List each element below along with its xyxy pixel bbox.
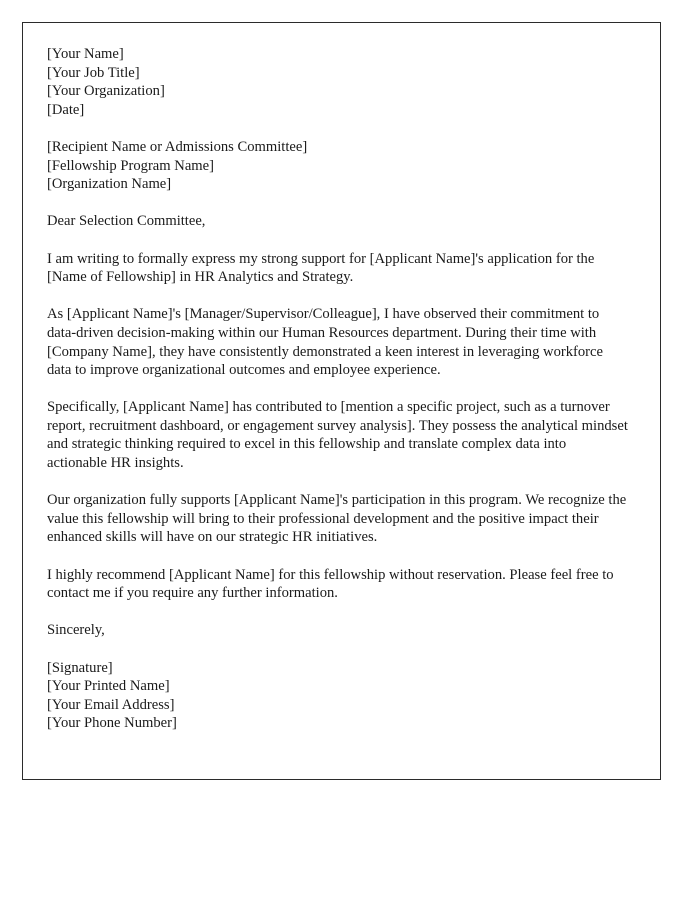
printed-name: [Your Printed Name] [47,678,170,695]
body-paragraph-4: Our organization fully supports [Applicant Name]'s participation in this program. We recognize the value this fellowship will bring to their professional development and the positive impact their enhanced skills will have on our strategic HR initiatives. [47,492,627,546]
recipient-organization: [Organization Name] [47,176,172,193]
phone-number: [Your Phone Number] [47,715,177,732]
closing-salutation: Sincerely, [47,622,105,639]
email-address: [Your Email Address] [47,696,175,713]
recipient-program-name: [Fellowship Program Name] [47,157,214,174]
signature-placeholder: [Signature] [47,659,113,676]
sender-job-title: [Your Job Title] [47,64,140,81]
body-paragraph-2: As [Applicant Name]'s [Manager/Supervisor/Colleague], I have observed their commitment to data-driven decision-making within our Human Resources department. During their time with [Company Name], they have consistently demonstrated a keen interest in leveraging workforce data to improve organizational outcomes and employee experience. [47,306,603,379]
signature-block [47,659,628,733]
recipient-name: [Recipient Name or Admissions Committee] [47,138,308,155]
salutation: Dear Selection Committee, [47,213,206,230]
letter-content [47,45,628,733]
recipient-address-block [47,138,628,194]
sender-name: [Your Name] [47,46,124,62]
letter-page-border [22,22,661,780]
body-paragraph-3: Specifically, [Applicant Name] has contributed to [mention a specific project, such as a turnover report, recruitment dashboard, or engagement survey analysis]. They possess the analytical mindset and strategic thinking required to excel in this fellowship and translate complex data into actionable HR insights. [47,399,628,472]
sender-organization: [Your Organization] [47,83,165,100]
body-paragraph-5: I highly recommend [Applicant Name] for this fellowship without reservation. Please feel free to contact me if you require any further information. [47,566,614,602]
letter-date: [Date] [47,101,85,118]
body-paragraph-1: I am writing to formally express my strong support for [Applicant Name]'s application for the [Name of Fellowship] in HR Analytics and Strategy. [47,250,595,286]
sender-address-block [47,45,628,119]
